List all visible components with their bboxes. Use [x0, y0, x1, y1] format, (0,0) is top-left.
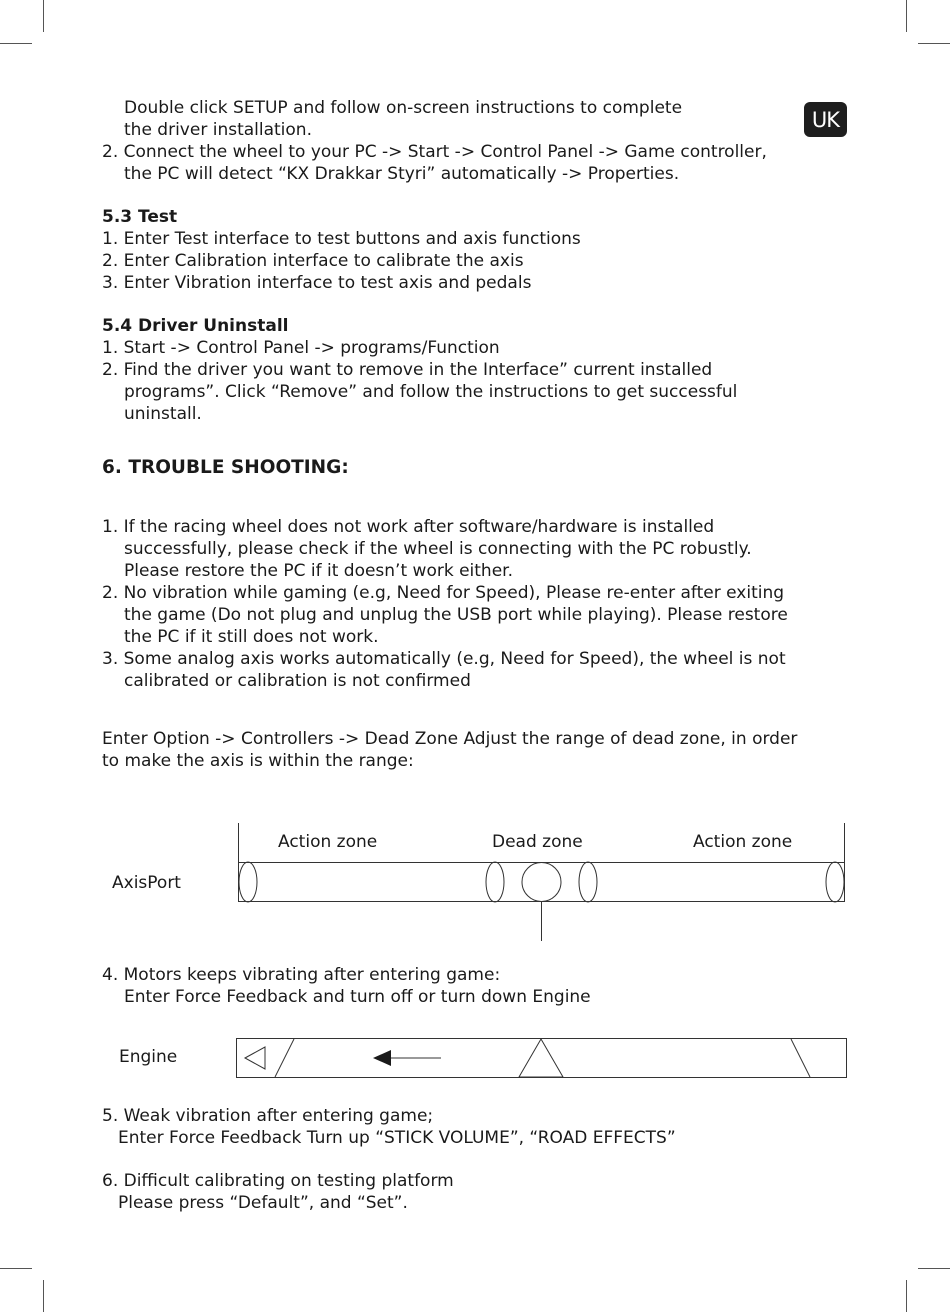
list-item: 2. Enter Calibration interface to calibrate the axis: [102, 251, 524, 271]
left-arrow-icon: [373, 1050, 391, 1066]
section-heading-test: 5.3 Test: [102, 207, 178, 227]
engine-bar: [237, 1039, 847, 1078]
list-item: programs”. Click “Remove” and follow the instructions to get successful: [124, 382, 738, 402]
dead-zone-boundary-left: [486, 862, 504, 902]
list-item: 1. Enter Test interface to test buttons and axis functions: [102, 229, 581, 249]
intro-line: 2. Connect the wheel to your PC -> Start -> Control Panel -> Game controller,: [102, 142, 767, 162]
list-item: 1. If the racing wheel does not work after software/hardware is installed: [102, 517, 715, 537]
list-item: 2. No vibration while gaming (e.g, Need for Speed), Please re-enter after exiting: [102, 583, 785, 603]
action-zone-right-label: Action zone: [693, 832, 793, 852]
list-item: Enter Force Feedback and turn off or turn down Engine: [124, 987, 591, 1007]
axis-label: AxisPort: [112, 873, 181, 893]
list-item: 5. Weak vibration after entering game;: [102, 1106, 434, 1126]
paragraph-line: Enter Option -> Controllers -> Dead Zone Adjust the range of dead zone, in order: [102, 729, 798, 749]
dead-zone-label: Dead zone: [492, 832, 583, 852]
language-badge: UK: [804, 102, 847, 137]
axis-center-knob: [522, 863, 561, 902]
engine-left-slash: [275, 1039, 294, 1077]
list-item: 6. Difficult calibrating on testing platform: [102, 1171, 454, 1191]
list-item: 3. Enter Vibration interface to test axis and pedals: [102, 273, 532, 293]
paragraph-line: to make the axis is within the range:: [102, 751, 414, 771]
list-item: the PC if it still does not work.: [124, 627, 379, 647]
section-heading-trouble: 6. TROUBLE SHOOTING:: [102, 457, 349, 478]
list-item: calibrated or calibration is not confirmed: [124, 671, 471, 691]
engine-left-triangle-icon: [245, 1047, 265, 1069]
section-heading-uninstall: 5.4 Driver Uninstall: [102, 316, 289, 336]
list-item: Enter Force Feedback Turn up “STICK VOLUME”, “ROAD EFFECTS”: [118, 1128, 676, 1148]
intro-line: Double click SETUP and follow on-screen instructions to complete: [124, 98, 683, 118]
list-item: Please restore the PC if it doesn’t work either.: [124, 561, 513, 581]
list-item: 1. Start -> Control Panel -> programs/Function: [102, 338, 500, 358]
list-item: 3. Some analog axis works automatically (e.g, Need for Speed), the wheel is not: [102, 649, 786, 669]
axis-bar: [239, 863, 845, 902]
dead-zone-boundary-right: [579, 862, 597, 902]
list-item: Please press “Default”, and “Set”.: [118, 1193, 408, 1213]
engine-label: Engine: [119, 1047, 178, 1067]
action-zone-left-label: Action zone: [278, 832, 378, 852]
engine-center-triangle-icon: [519, 1039, 563, 1077]
list-item: successfully, please check if the wheel is connecting with the PC robustly.: [124, 539, 752, 559]
intro-line: the PC will detect “KX Drakkar Styri” automatically -> Properties.: [124, 164, 680, 184]
list-item: uninstall.: [124, 404, 202, 424]
axis-end-right: [826, 862, 844, 902]
engine-right-slash: [791, 1039, 810, 1077]
list-item: 2. Find the driver you want to remove in the Interface” current installed: [102, 360, 713, 380]
list-item: 4. Motors keeps vibrating after entering game:: [102, 965, 501, 985]
axis-end-left: [239, 862, 257, 902]
list-item: the game (Do not plug and unplug the USB port while playing). Please restore: [124, 605, 788, 625]
intro-line: the driver installation.: [124, 120, 312, 140]
